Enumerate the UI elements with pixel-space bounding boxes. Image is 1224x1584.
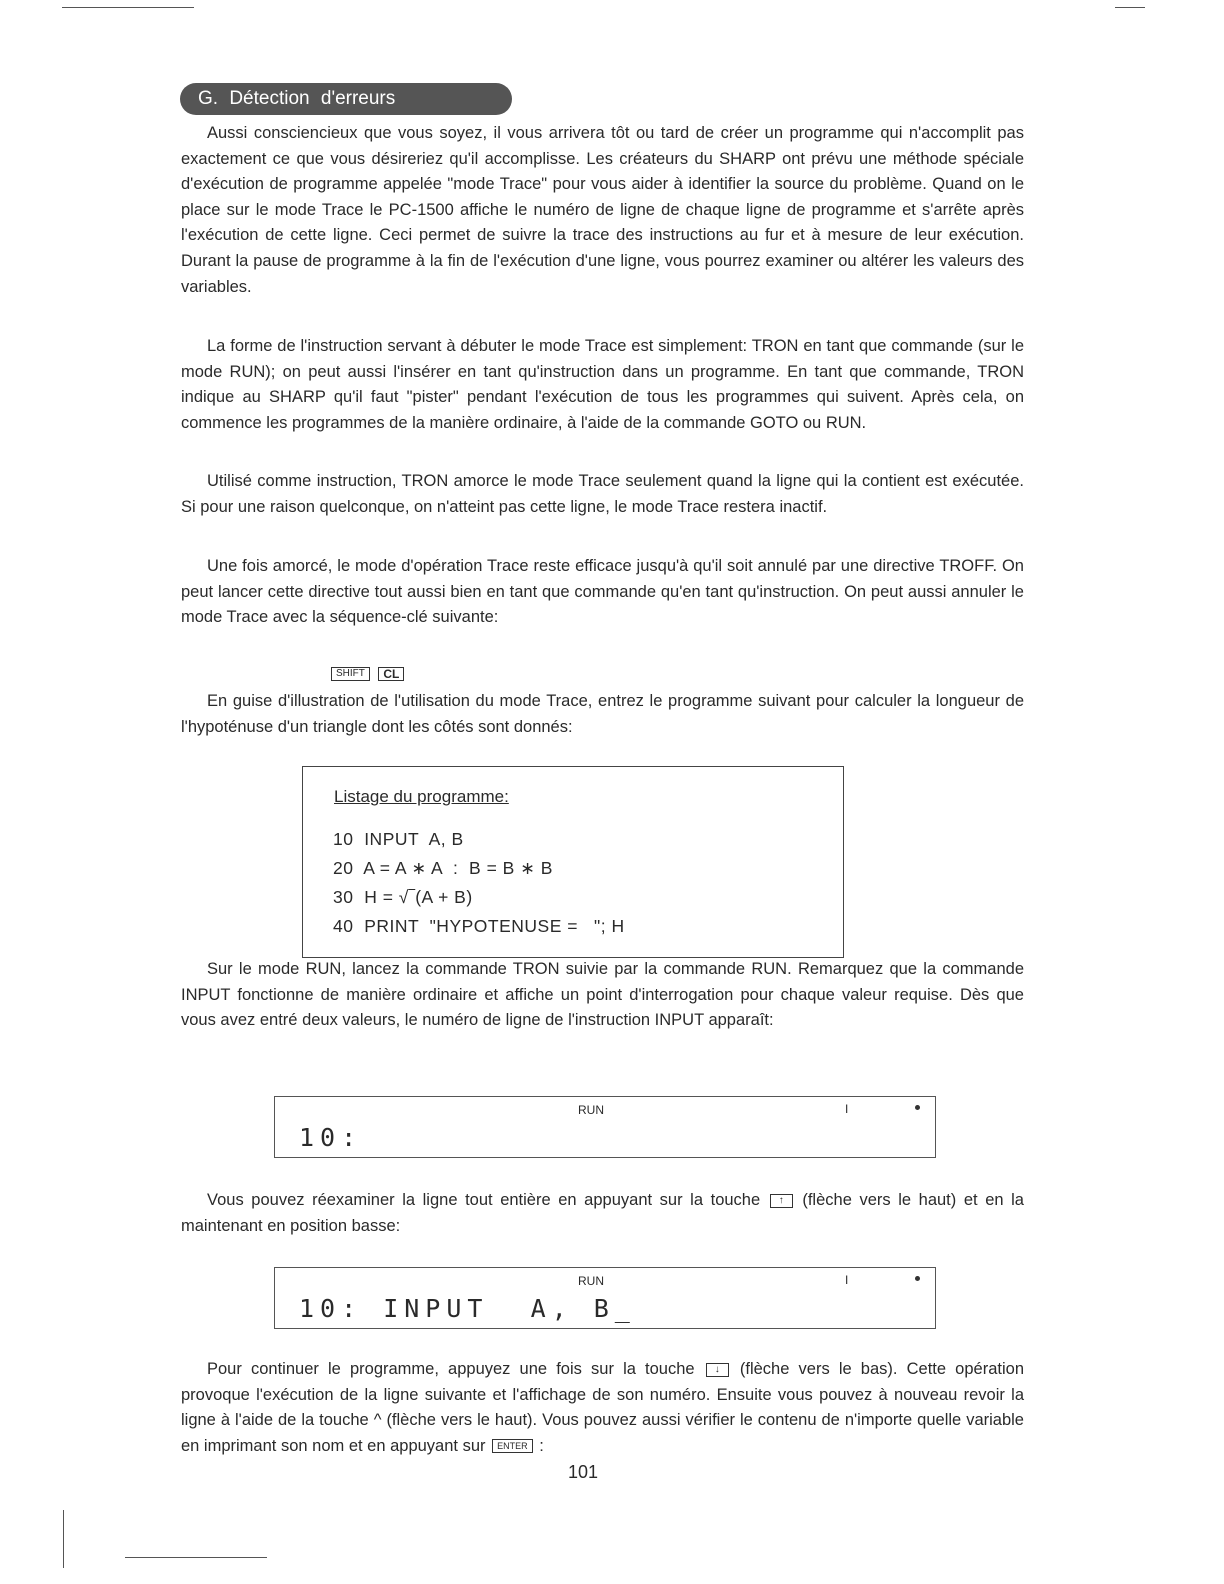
text: Vous pouvez réexaminer la ligne tout entière en appuyant sur la touche bbox=[207, 1191, 761, 1209]
indicator-bar: I bbox=[845, 1102, 849, 1116]
paragraph-tron-form: La forme de l'instruction servant à débuter le mode Trace est simplement: TRON en tant que commande (sur le mode RUN); on peut aussi l'insérer en tant qu'instruction dans un programme. En tant que commande, TRON indique au SHARP qu'il faut "pister" pendant l'exécution de tous les programmes qui suivent. Après cela, on commence les programmes de la manière ordinaire, à l'aide de la commande GOTO ou RUN. bbox=[181, 337, 1024, 432]
program-line: 10 INPUT A, B bbox=[333, 829, 464, 849]
text: (flèche vers le haut). Vous pouvez aussi vérifier le contenu de n'importe quelle variable en imprimant son nom et en appuyant sur bbox=[181, 1411, 1024, 1455]
indicator-bar: I bbox=[845, 1273, 849, 1287]
page-number: 101 bbox=[568, 1462, 599, 1482]
paragraph-up-key bbox=[181, 1188, 1024, 1239]
text: Pour continuer le programme, appuyez une fois sur la touche bbox=[207, 1360, 695, 1378]
top-rule-left bbox=[62, 7, 194, 8]
down-arrow-key: ↓ bbox=[706, 1363, 729, 1377]
lcd-display-2 bbox=[274, 1267, 936, 1329]
up-caret: ^ bbox=[373, 1411, 382, 1430]
key-sequence bbox=[329, 665, 406, 683]
up-arrow-key: ↑ bbox=[770, 1194, 793, 1208]
paragraph-troff: Une fois amorcé, le mode d'opération Trace reste efficace jusqu'à qu'il soit annulé par une directive TROFF. On peut lancer cette directive tout aussi bien en tant que commande qu'en tant qu'instruction. On peut aussi annuler le mode Trace avec la séquence-clé suivante: bbox=[181, 557, 1024, 627]
program-line: 20 A = A ∗ A : B = B ∗ B bbox=[333, 858, 553, 878]
run-indicator: RUN bbox=[578, 1103, 604, 1117]
program-line: 40 PRINT "HYPOTENUSE = "; H bbox=[333, 916, 625, 936]
program-line: 30 H = √‾(A + B) bbox=[333, 887, 473, 907]
program-heading: Listage du programme: bbox=[334, 787, 509, 806]
top-rule-right bbox=[1115, 7, 1145, 8]
indicator-dot bbox=[915, 1105, 920, 1110]
lcd-display-1 bbox=[274, 1096, 936, 1158]
enter-key: ENTER bbox=[492, 1439, 533, 1453]
text: : bbox=[539, 1436, 544, 1455]
text: (flèche vers le haut) et en la maintenant en position basse: bbox=[181, 1191, 1024, 1235]
indicator-dot bbox=[915, 1276, 920, 1281]
paragraph-run: Sur le mode RUN, lancez la commande TRON suivie par la commande RUN. Remarquez que la commande INPUT fonctionne de manière ordinaire et affiche un point d'interrogation pour chaque valeur requise. Dès que vous avez entré deux valeurs, le numéro de ligne de l'instruction INPUT apparaît: bbox=[181, 960, 1024, 1030]
bottom-rule bbox=[125, 1557, 267, 1558]
run-indicator: RUN bbox=[578, 1274, 604, 1288]
lcd-text: 10: INPUT A, B_ bbox=[299, 1294, 636, 1323]
paragraph-intro: Aussi consciencieux que vous soyez, il vous arrivera tôt ou tard de créer un programme qui n'accomplit pas exactement ce que vous désireriez qu'il accomplisse. Les créateurs du SHARP ont prévu une méthode spéciale d'exécution de programme appelée "mode Trace" pour vous aider à identifier la source du problème. Quand on le place sur le mode Trace le PC-1500 affiche le numéro de ligne de chaque ligne de programme et s'arrête après l'exécution de cette ligne. Ceci permet de suivre la trace des instructions au fur et à mesure de leur exécution. Durant la pause de programme à la fin de l'exécution d'une ligne, vous pourrez examiner ou altérer les valeurs des variables. bbox=[181, 124, 1024, 296]
paragraph-example: En guise d'illustration de l'utilisation du mode Trace, entrez le programme suivant pour calculer la longueur de l'hypoténuse d'un triangle dont les côtés sont donnés: bbox=[181, 692, 1024, 736]
text: (flèche vers le bas). Cette opération provoque l'exécution de la ligne suivante et l'affichage de son numéro. Ensuite vous pouvez à nouveau revoir la ligne à l'aide de la touche bbox=[181, 1360, 1024, 1430]
lcd-text: 10: bbox=[299, 1123, 363, 1152]
program-listing bbox=[302, 766, 844, 958]
paragraph-continue bbox=[181, 1357, 1024, 1459]
shift-key: SHIFT bbox=[331, 667, 370, 681]
cl-key: CL bbox=[378, 667, 404, 681]
paragraph-tron-instruction: Utilisé comme instruction, TRON amorce le mode Trace seulement quand la ligne qui la contient est exécutée. Si pour une raison quelconque, on n'atteint pas cette ligne, le mode Trace restera inactif. bbox=[181, 472, 1024, 516]
section-title: G. Détection d'erreurs bbox=[180, 83, 512, 115]
margin-mark bbox=[63, 1510, 64, 1568]
